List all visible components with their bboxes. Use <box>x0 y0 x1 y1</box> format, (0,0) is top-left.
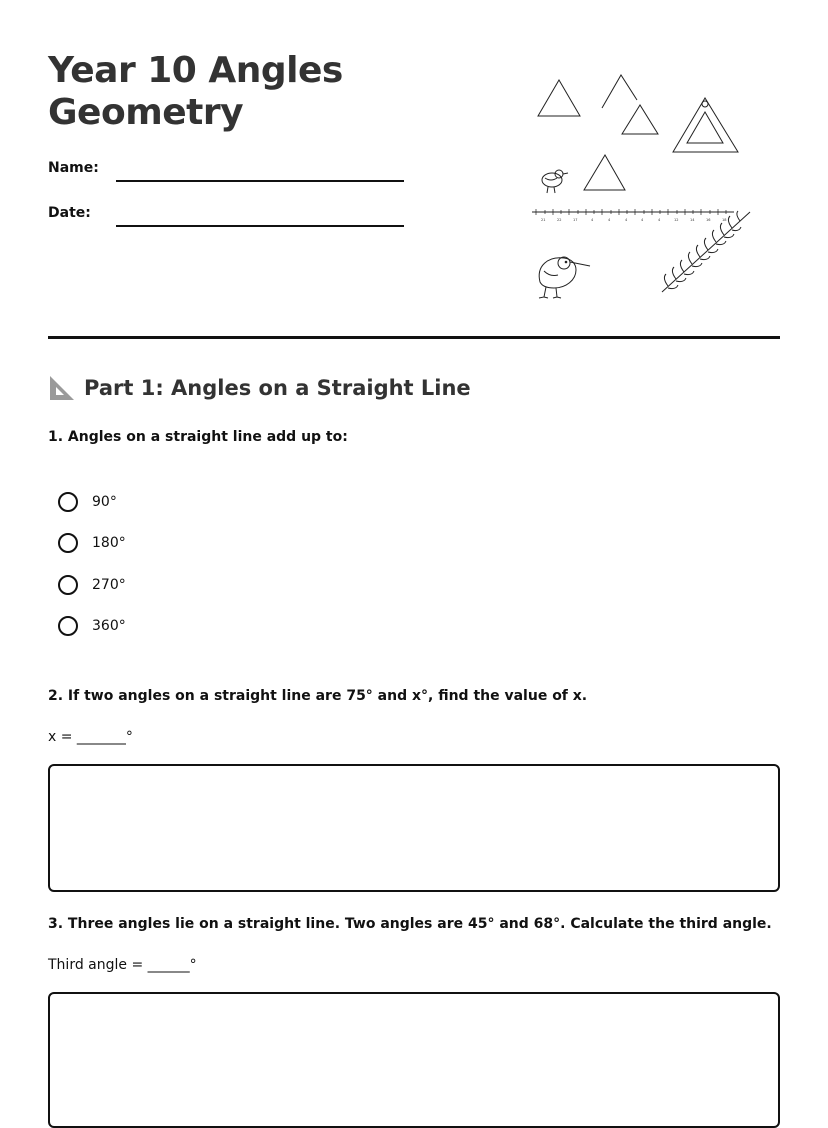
radio-button[interactable] <box>58 616 78 636</box>
ruler-tick-label: 22 <box>557 218 562 222</box>
radio-button[interactable] <box>58 492 78 512</box>
option-180[interactable] <box>58 533 126 553</box>
geometry-illustration <box>528 66 764 302</box>
answer-box-2[interactable] <box>48 764 780 892</box>
question-1: 1. Angles on a straight line add up to: <box>48 429 348 445</box>
question-3-fill-in: Third angle = ______° <box>48 957 197 973</box>
option-label: 180° <box>92 535 126 551</box>
option-270[interactable] <box>58 575 126 595</box>
option-label: 270° <box>92 577 126 593</box>
ruler-tick-label: 4 <box>608 218 611 222</box>
option-360[interactable] <box>58 616 126 636</box>
fern-icon <box>662 211 750 292</box>
angle-icon <box>602 75 637 108</box>
small-bird-icon <box>542 170 568 193</box>
ruler-tick-label: 21 <box>541 218 546 222</box>
ruler-tick-label: 18 <box>722 218 727 222</box>
answer-box-3[interactable] <box>48 992 780 1128</box>
ruler-icon <box>532 209 734 222</box>
radio-button[interactable] <box>58 533 78 553</box>
ruler-tick-label: 14 <box>690 218 695 222</box>
title-line-2: Geometry <box>48 92 244 133</box>
ruler-tick-label: 12 <box>674 218 679 222</box>
name-label: Name: <box>48 160 99 176</box>
ruler-tick-label: 4 <box>641 218 644 222</box>
date-line[interactable] <box>116 225 404 227</box>
kiwi-icon <box>539 257 590 298</box>
option-label: 360° <box>92 618 126 634</box>
option-label: 90° <box>92 494 117 510</box>
option-90[interactable] <box>58 492 117 512</box>
question-2: 2. If two angles on a straight line are 75° and x°, find the value of x. <box>48 688 588 704</box>
part-1-heading <box>48 374 471 402</box>
triangle-icon <box>538 80 580 116</box>
ruler-tick-label: 17 <box>573 218 578 222</box>
set-square-drawing <box>673 98 738 152</box>
triangle-icon <box>622 105 658 134</box>
ruler-tick-label: 4 <box>658 218 661 222</box>
triangle-icon <box>584 155 625 190</box>
ruler-tick-label: 4 <box>625 218 628 222</box>
question-2-fill-in: x = _______° <box>48 729 133 745</box>
header-divider <box>48 336 780 339</box>
question-3: 3. Three angles lie on a straight line. Two angles are 45° and 68°. Calculate the third angle. <box>48 916 772 932</box>
ruler-tick-label: 16 <box>706 218 711 222</box>
radio-button[interactable] <box>58 575 78 595</box>
ruler-tick-label: 4 <box>591 218 594 222</box>
part-1-title: Part 1: Angles on a Straight Line <box>84 376 471 400</box>
worksheet-title <box>48 50 343 134</box>
name-line[interactable] <box>116 180 404 182</box>
title-line-1: Year 10 Angles <box>48 50 343 91</box>
date-label: Date: <box>48 205 91 221</box>
set-square-icon <box>48 374 76 402</box>
